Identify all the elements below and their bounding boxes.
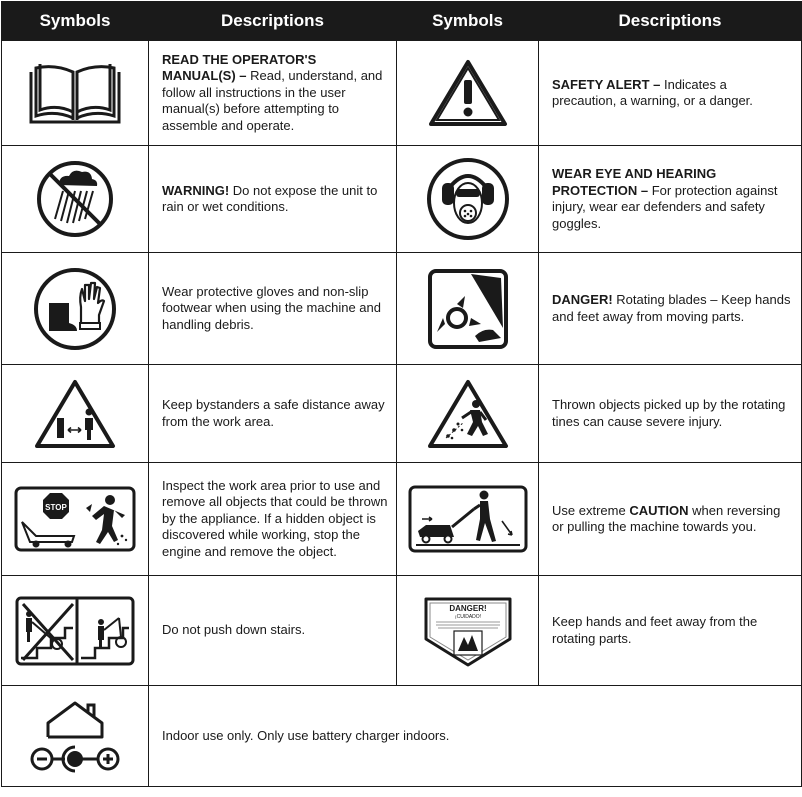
description-text: Indoor use only. Only use battery charger indoors. <box>162 727 450 743</box>
table-row <box>2 576 802 686</box>
description-text: For protection against injury, wear ear defenders and safety goggles. <box>552 182 778 231</box>
description-text: Keep bystanders a safe distance away from the work area. <box>162 397 385 429</box>
svg-text:STOP: STOP <box>45 503 67 512</box>
symbol-cell <box>2 41 149 146</box>
description-cell <box>539 253 802 365</box>
symbol-cell <box>2 365 149 463</box>
symbol-cell <box>2 253 149 365</box>
description-cell <box>539 41 802 146</box>
description-text: Indicates a precaution, a warning, or a danger. <box>552 76 753 108</box>
description-text: Do not expose the unit to rain or wet conditions. <box>162 182 378 214</box>
description-cell <box>149 463 397 576</box>
thrown-objects-icon <box>426 378 510 450</box>
description-text: Thrown objects picked up by the rotating tines can cause severe injury. <box>552 397 786 429</box>
symbol-cell <box>2 686 149 787</box>
symbol-cell <box>397 463 539 576</box>
symbol-cell <box>397 253 539 365</box>
label-title: DANGER! <box>448 603 487 613</box>
symbols-table <box>1 1 802 787</box>
no-push-stairs-icon <box>15 596 135 666</box>
description-text: when reversing or pulling the machine towards you. <box>552 502 781 534</box>
description-text: Wear protective gloves and non-slip footwear when using the machine and handling debris. <box>162 283 381 332</box>
symbol-cell <box>2 146 149 253</box>
symbol-cell <box>2 576 149 686</box>
description-cell <box>539 146 802 253</box>
symbol-cell <box>397 576 539 686</box>
description-cell <box>539 576 802 686</box>
header-descriptions-right: Descriptions <box>539 2 802 41</box>
manual-book-icon <box>27 58 123 128</box>
indoor-charger-icon <box>30 699 120 773</box>
description-cell <box>149 253 397 365</box>
danger-label-icon <box>422 595 514 667</box>
bystander-distance-icon <box>33 378 117 450</box>
description-text: Read, understand, and follow all instructions in the user manual(s) before attempting to assemble and operate. <box>162 68 383 133</box>
symbol-cell <box>397 146 539 253</box>
table-row <box>2 41 802 146</box>
symbol-cell <box>2 463 149 576</box>
symbol-cell <box>397 365 539 463</box>
description-cell <box>149 146 397 253</box>
symbol-cell <box>397 41 539 146</box>
description-bold: READ THE OPERATOR'S MANUAL(S) – <box>162 51 317 84</box>
safety-alert-icon <box>428 58 508 128</box>
table-row <box>2 686 802 787</box>
description-bold: SAFETY ALERT – <box>552 76 661 92</box>
reversing-caution-icon <box>408 485 528 553</box>
no-rain-icon <box>35 159 115 239</box>
gloves-boots-icon <box>33 267 117 351</box>
rotating-blades-icon <box>427 268 509 350</box>
description-cell <box>149 686 802 787</box>
description-pre: Use extreme <box>552 502 630 518</box>
table-row <box>2 365 802 463</box>
header-symbols-left: Symbols <box>2 2 149 41</box>
inspect-area-stop-icon <box>14 486 136 552</box>
header-descriptions-left: Descriptions <box>149 2 397 41</box>
description-bold: WEAR EYE AND HEARING PROTECTION – <box>552 166 717 198</box>
table-row <box>2 146 802 253</box>
description-cell <box>149 576 397 686</box>
description-bold: WARNING! <box>162 182 230 198</box>
description-text: Keep hands and feet away from the rotating parts. <box>552 614 758 646</box>
description-text: Inspect the work area prior to use and remove all objects that could be thrown by the appliance. If a hidden object is discovered while working, stop the engine and remove the object. <box>162 477 388 559</box>
description-bold: DANGER! <box>552 292 613 307</box>
header-symbols-right: Symbols <box>397 2 539 41</box>
description-cell <box>539 365 802 463</box>
table-row <box>2 463 802 576</box>
description-text: Do not push down stairs. <box>162 622 306 638</box>
eye-ear-protection-icon <box>426 157 510 241</box>
description-cell <box>149 365 397 463</box>
description-cell <box>539 463 802 576</box>
description-text: Rotating blades – Keep hands and feet away from moving parts. <box>552 292 791 324</box>
table-row <box>2 253 802 365</box>
description-cell <box>149 41 397 146</box>
header-row <box>2 2 802 41</box>
label-subtitle: ¡CUIDADO! <box>454 613 481 620</box>
description-bold: CAUTION <box>629 502 689 518</box>
